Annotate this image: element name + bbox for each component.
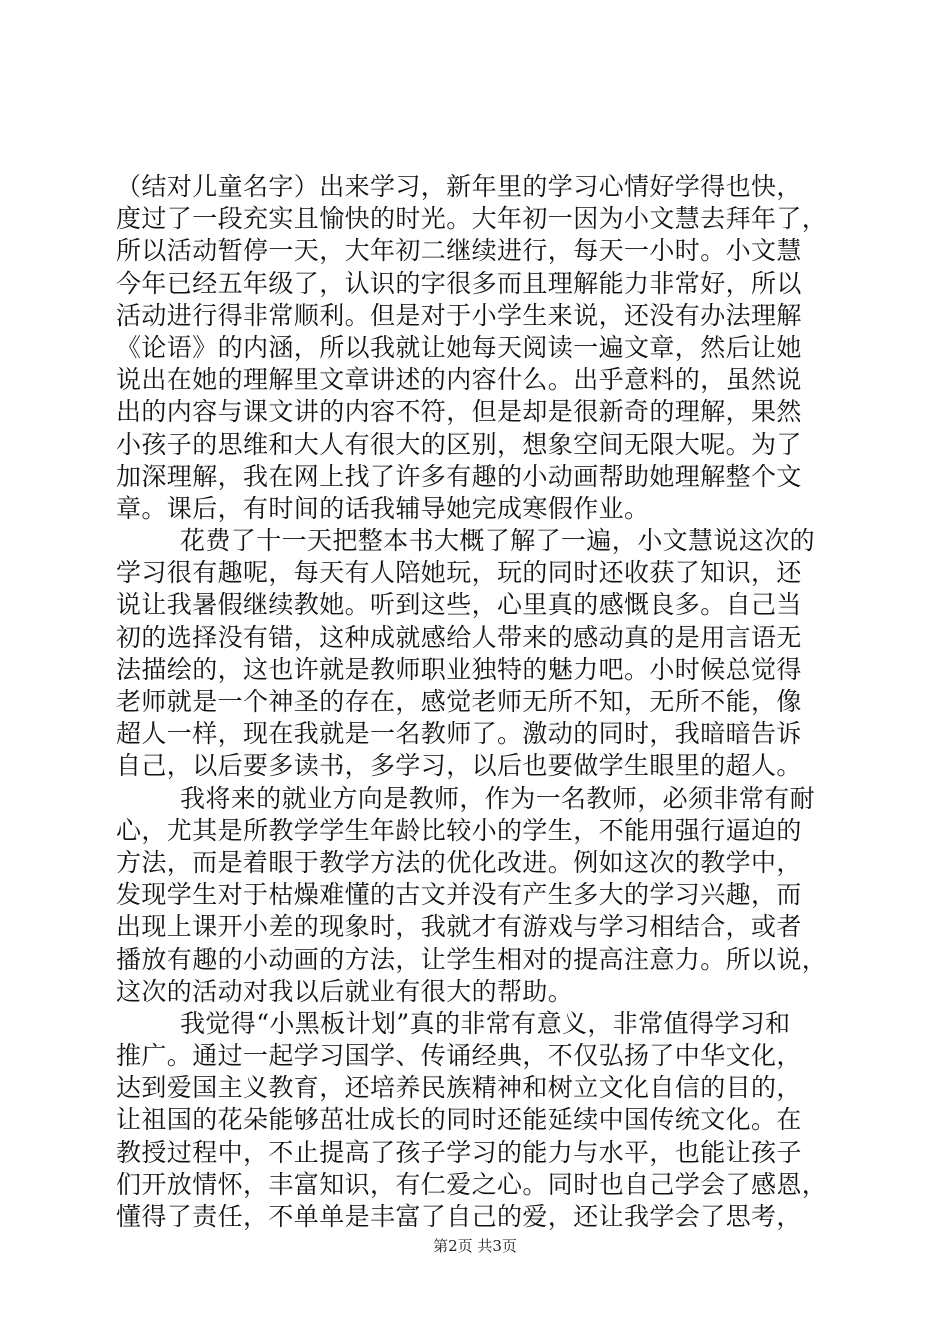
text-line: 方法，而是着眼于教学方法的优化改进。例如这次的教学中，	[116, 847, 802, 877]
page-number-footer: 第2页 共3页	[433, 1237, 517, 1255]
text-line: 让祖国的花朵能够茁壮成长的同时还能延续中国传统文化。在	[116, 1105, 802, 1135]
text-line: 今年已经五年级了，认识的字很多而且理解能力非常好，所以	[116, 268, 802, 298]
text-line: 超人一样，现在我就是一名教师了。激动的同时，我暗暗告诉	[116, 719, 802, 749]
text-line: 教授过程中，不止提高了孩子学习的能力与水平，也能让孩子	[116, 1137, 802, 1167]
text-line: 们开放情怀，丰富知识，有仁爱之心。同时也自己学会了感恩，	[116, 1169, 828, 1199]
text-line: 章。课后，有时间的话我辅导她完成寒假作业。	[116, 493, 650, 523]
document-body	[116, 171, 836, 1233]
text-line: 我将来的就业方向是教师，作为一名教师，必须非常有耐	[180, 783, 816, 813]
text-line: 自己，以后要多读书，多学习，以后也要做学生眼里的超人。	[116, 751, 802, 781]
text-line: 这次的活动对我以后就业有很大的帮助。	[116, 976, 574, 1006]
text-line: 推广。通过一起学习国学、传诵经典，不仅弘扬了中华文化，	[116, 1041, 802, 1071]
text-line: 出的内容与课文讲的内容不符，但是却是很新奇的理解，果然	[116, 397, 802, 427]
text-line: 播放有趣的小动画的方法，让学生相对的提高注意力。所以说，	[116, 944, 828, 974]
text-line: 老师就是一个神圣的存在，感觉老师无所不知，无所不能，像	[116, 687, 802, 716]
paragraph	[116, 783, 836, 1008]
text-line: 加深理解，我在网上找了许多有趣的小动画帮助她理解整个文	[116, 461, 802, 491]
text-line: 说出在她的理解里文章讲述的内容什么。出乎意料的，虽然说	[116, 365, 802, 395]
text-line: 发现学生对于枯燥难懂的古文并没有产生多大的学习兴趣，而	[116, 880, 802, 910]
text-line: 学习很有趣呢，每天有人陪她玩，玩的同时还收获了知识，还	[116, 558, 802, 588]
text-line: 说让我暑假继续教她。听到这些，心里真的感慨良多。自己当	[116, 590, 802, 620]
text-line: 懂得了责任，不单单是丰富了自己的爱，还让我学会了思考，	[116, 1202, 802, 1231]
text-line: 达到爱国主义教育，还培养民族精神和树立文化自信的目的，	[116, 1073, 802, 1103]
text-line: 《论语》的内涵，所以我就让她每天阅读一遍文章，然后让她	[116, 332, 802, 362]
text-line: 法描绘的，这也许就是教师职业独特的魅力吧。小时候总觉得	[116, 654, 802, 684]
text-line: 我觉得“小黑板计划”真的非常有意义，非常值得学习和	[180, 1008, 791, 1038]
text-line: （结对儿童名字）出来学习，新年里的学习心情好学得也快，	[116, 172, 802, 201]
text-line: 活动进行得非常顺利。但是对于小学生来说，还没有办法理解	[116, 300, 802, 330]
paragraph	[116, 171, 836, 525]
text-line: 小孩子的思维和大人有很大的区别，想象空间无限大呢。为了	[116, 429, 802, 459]
text-line: 花费了十一天把整本书大概了解了一遍，小文慧说这次的	[180, 526, 816, 556]
paragraph	[116, 525, 836, 783]
text-line: 心，尤其是所教学学生年龄比较小的学生，不能用强行逼迫的	[116, 815, 802, 845]
text-line: 初的选择没有错，这种成就感给人带来的感动真的是用言语无	[116, 622, 802, 652]
text-line: 所以活动暂停一天，大年初二继续进行，每天一小时。小文慧	[116, 236, 802, 266]
text-line: 出现上课开小差的现象时，我就才有游戏与学习相结合，或者	[116, 912, 802, 942]
paragraph	[116, 1008, 836, 1233]
text-line: 度过了一段充实且愉快的时光。大年初一因为小文慧去拜年了，	[116, 204, 828, 234]
